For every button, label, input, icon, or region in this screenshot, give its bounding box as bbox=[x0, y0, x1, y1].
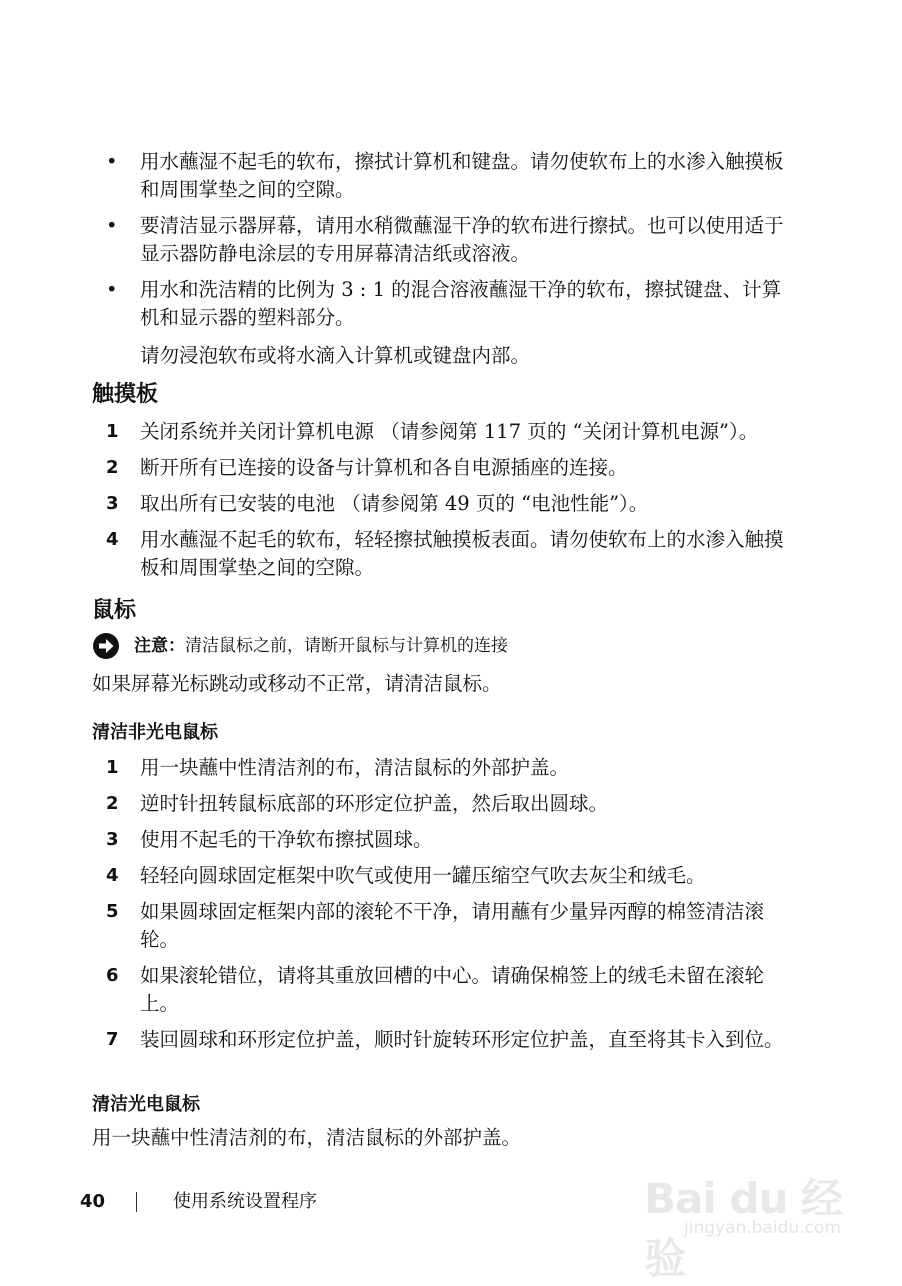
bullet-marker: • bbox=[106, 214, 118, 237]
bullet-item bbox=[92, 276, 792, 370]
page-footer bbox=[80, 1188, 317, 1216]
bullet-marker: • bbox=[106, 278, 118, 301]
optical-heading: 清洁光电鼠标 bbox=[92, 1094, 200, 1115]
list-item bbox=[92, 1026, 792, 1054]
step-number: 6 bbox=[106, 965, 119, 986]
bullet-item bbox=[92, 212, 792, 268]
step-text: 取出所有已安装的电池 （请参阅第 49 页的 “电池性能”）。 bbox=[140, 492, 649, 515]
notice-label: 注意： bbox=[134, 636, 185, 656]
step-number: 3 bbox=[106, 493, 119, 514]
watermark-brand: Bai du 经验 bbox=[644, 1174, 842, 1283]
step-text: 用一块蘸中性清洁剂的布，清洁鼠标的外部护盖。 bbox=[140, 756, 570, 779]
list-item bbox=[92, 826, 792, 854]
non-optical-heading: 清洁非光电鼠标 bbox=[92, 722, 218, 743]
step-number: 2 bbox=[106, 457, 119, 478]
footer-divider bbox=[136, 1192, 137, 1212]
step-number: 5 bbox=[106, 901, 119, 922]
bullet-text: 用水和洗洁精的比例为 3 : 1 的混合溶液蘸湿干净的软布，擦拭键盘、计算机和显示器的塑料部分。 bbox=[140, 278, 782, 329]
step-text: 如果滚轮错位，请将其重放回槽的中心。请确保棉签上的绒毛未留在滚轮上。 bbox=[140, 964, 765, 1015]
mouse-intro: 如果屏幕光标跳动或移动不正常，请清洁鼠标。 bbox=[92, 672, 502, 695]
list-item bbox=[92, 790, 792, 818]
list-item bbox=[92, 754, 792, 782]
list-item bbox=[92, 962, 792, 1018]
touchpad-heading: 触摸板 bbox=[92, 382, 159, 407]
step-number: 4 bbox=[106, 529, 119, 550]
page-number: 40 bbox=[80, 1191, 106, 1212]
notice-arrow-icon bbox=[92, 632, 120, 660]
step-number: 1 bbox=[106, 421, 119, 442]
step-number: 1 bbox=[106, 757, 119, 778]
step-text: 装回圆球和环形定位护盖，顺时针旋转环形定位护盖，直至将其卡入到位。 bbox=[140, 1028, 784, 1051]
bullet-text: 要清洁显示器屏幕，请用水稍微蘸湿干净的软布进行擦拭。也可以使用适于显示器防静电涂层的专用屏幕清洁纸或溶液。 bbox=[140, 214, 784, 265]
chapter-title: 使用系统设置程序 bbox=[173, 1191, 317, 1212]
notice-text: 清洁鼠标之前，请断开鼠标与计算机的连接 bbox=[185, 636, 508, 656]
list-item bbox=[92, 454, 792, 482]
bullet-text: 用水蘸湿不起毛的软布，擦拭计算机和键盘。请勿使软布上的水渗入触摸板和周围掌垫之间的空隙。 bbox=[140, 150, 784, 201]
step-number: 7 bbox=[106, 1029, 119, 1050]
step-number: 2 bbox=[106, 793, 119, 814]
bullet-marker: • bbox=[106, 150, 118, 173]
cleaning-bullet-list bbox=[92, 148, 792, 378]
mouse-heading: 鼠标 bbox=[92, 598, 137, 623]
step-text: 如果圆球固定框架内部的滚轮不干净，请用蘸有少量异丙醇的棉签清洁滚轮。 bbox=[140, 900, 765, 951]
step-text: 轻轻向圆球固定框架中吹气或使用一罐压缩空气吹去灰尘和绒毛。 bbox=[140, 864, 706, 887]
bullet-note: 请勿浸泡软布或将水滴入计算机或键盘内部。 bbox=[140, 344, 531, 367]
list-item bbox=[92, 490, 792, 518]
optical-text: 用一块蘸中性清洁剂的布，清洁鼠标的外部护盖。 bbox=[92, 1126, 522, 1149]
list-item bbox=[92, 418, 792, 446]
touchpad-steps bbox=[92, 418, 792, 590]
bullet-item bbox=[92, 148, 792, 204]
notice-box bbox=[92, 632, 508, 660]
step-number: 3 bbox=[106, 829, 119, 850]
step-text: 逆时针扭转鼠标底部的环形定位护盖，然后取出圆球。 bbox=[140, 792, 609, 815]
step-number: 4 bbox=[106, 865, 119, 886]
list-item bbox=[92, 898, 792, 954]
step-text: 关闭系统并关闭计算机电源 （请参阅第 117 页的 “关闭计算机电源”）。 bbox=[140, 420, 759, 443]
watermark-url: jingyan.baidu.com bbox=[684, 1218, 841, 1238]
list-item bbox=[92, 862, 792, 890]
list-item bbox=[92, 526, 792, 582]
baidu-watermark bbox=[644, 1148, 850, 1283]
step-text: 用水蘸湿不起毛的软布，轻轻擦拭触摸板表面。请勿使软布上的水渗入触摸板和周围掌垫之间的空隙。 bbox=[140, 528, 784, 579]
step-text: 使用不起毛的干净软布擦拭圆球。 bbox=[140, 828, 433, 851]
non-optical-steps bbox=[92, 754, 792, 1062]
step-text: 断开所有已连接的设备与计算机和各自电源插座的连接。 bbox=[140, 456, 628, 479]
